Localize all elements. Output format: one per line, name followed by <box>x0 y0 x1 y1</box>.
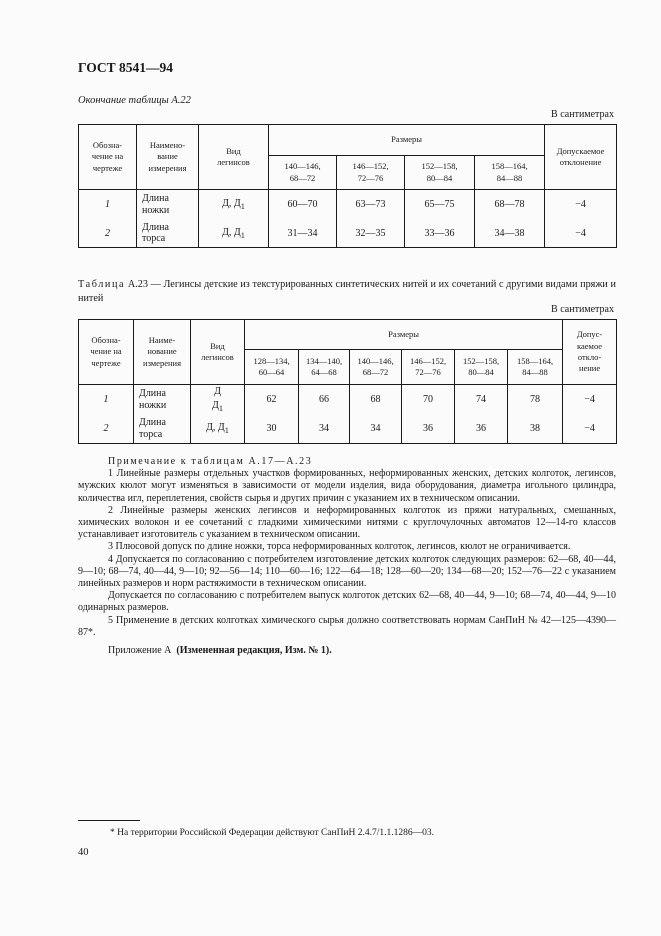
appendix-line: Приложение А (Измененная редакция, Изм. № 1). <box>108 645 332 657</box>
row-name: Длина торса <box>134 415 191 444</box>
table-row <box>79 385 617 415</box>
row-value: 36 <box>455 415 508 444</box>
size-column-header: 152—158, 80—84 <box>455 350 508 385</box>
row-value: 66 <box>299 385 350 415</box>
header-sizes: Размеры <box>269 125 545 156</box>
row-value: 68—78 <box>475 190 545 220</box>
size-column-header: 152—158, 80—84 <box>405 156 475 190</box>
size-column-header: 140—146, 68—72 <box>269 156 337 190</box>
table-a23-title: Таблица А.23 — Легинсы детские из текстурированных синтетических нитей и их сочетаний с другими видами пряжи и нитей <box>78 279 616 304</box>
notes-section <box>78 456 616 657</box>
row-tolerance: −4 <box>545 220 617 248</box>
header-kind: Вид легинсов <box>199 125 269 190</box>
row-value: 68 <box>350 385 402 415</box>
row-value: 70 <box>402 385 455 415</box>
row-value: 65—75 <box>405 190 475 220</box>
row-code: 2 <box>79 415 134 444</box>
notes-heading: Примечание к таблицам А.17—А.23 <box>108 456 313 467</box>
row-kind: Д, $Д_1$ <box>199 190 269 220</box>
row-kind: Д, $Д_1$ <box>191 415 245 444</box>
header-kind: Вид легинсов <box>191 320 245 385</box>
row-value: 31—34 <box>269 220 337 248</box>
header-code: Обозна- чение на чертеже <box>79 125 137 190</box>
row-value: 78 <box>508 385 563 415</box>
size-column-header: 128—134, 60—64 <box>245 350 299 385</box>
size-column-header: 146—152, 72—76 <box>402 350 455 385</box>
row-code: 1 <box>79 385 134 415</box>
note-item: 5 Применение в детских колготках химического сырья должно соответствовать нормам СанПиН № 42—125—4390—87*. <box>78 614 616 638</box>
note-item: 2 Линейные размеры женских легинсов и неформированных колготок из пряжи натуральных, смешанных, химических волокон и ее сочетаний с гладкими химическими нитями с круглочулочных автоматов 12—14-го классов устанавливает изготовитель с указанием в техническом описании. <box>78 504 616 541</box>
table-a23-unit: В сантиметрах <box>551 304 614 315</box>
row-value: 74 <box>455 385 508 415</box>
row-name: Длина торса <box>137 220 199 248</box>
row-value: 36 <box>402 415 455 444</box>
header-code: Обозна- чение на чертеже <box>79 320 134 385</box>
row-value: 30 <box>245 415 299 444</box>
table-a23 <box>78 319 617 444</box>
row-tolerance: −4 <box>563 385 617 415</box>
table-row <box>79 415 617 444</box>
row-value: 33—36 <box>405 220 475 248</box>
row-code: 1 <box>79 190 137 220</box>
row-name: Длина ножки <box>134 385 191 415</box>
row-value: 34—38 <box>475 220 545 248</box>
header-name: Наимено- вание измерения <box>137 125 199 190</box>
document-title: ГОСТ 8541—94 <box>78 60 174 75</box>
row-value: 60—70 <box>269 190 337 220</box>
row-code: 2 <box>79 220 137 248</box>
note-item: 3 Плюсовой допуск по длине ножки, торса неформированных колготок, легинсов, кюлот не ограничивается. <box>108 541 571 553</box>
footnote: * На территории Российской Федерации действуют СанПиН 2.4.7/1.1.1286—03. <box>110 828 435 838</box>
table-a22 <box>78 124 617 248</box>
row-tolerance: −4 <box>545 190 617 220</box>
header-tolerance: Допус- каемое откло- нение <box>563 320 617 385</box>
footnote-divider <box>78 820 140 821</box>
table-row <box>79 220 617 248</box>
row-value: 32—35 <box>337 220 405 248</box>
row-value: 38 <box>508 415 563 444</box>
note-item: Допускается по согласованию с потребителем выпуск колготок детских 62—68, 40—44, 9—10; 68—74, 40—44, 9—10 одинарных размеров. <box>78 590 616 614</box>
table-a22-unit: В сантиметрах <box>551 109 614 120</box>
row-value: 62 <box>245 385 299 415</box>
row-name: Длина ножки <box>137 190 199 220</box>
row-value: 34 <box>299 415 350 444</box>
page-number: 40 <box>78 847 89 858</box>
row-kind: Д $Д_1$ <box>191 385 245 415</box>
row-value: 34 <box>350 415 402 444</box>
table-row <box>79 190 617 220</box>
table-a22-caption: Окончание таблицы А.22 <box>78 95 191 106</box>
size-column-header: 158—164, 84—88 <box>508 350 563 385</box>
header-sizes: Размеры <box>245 320 563 350</box>
size-column-header: 158—164, 84—88 <box>475 156 545 190</box>
size-column-header: 134—140, 64—68 <box>299 350 350 385</box>
note-item: 4 Допускается по согласованию с потребителем изготовление детских колготок следующих размеров: 62—68, 40—44, 9—10; 68—74, 40—44, 9—10; 92—56—14; 110—60—16; 122—64—18; 128—60—20; 134—68—20; 152—76—22 с указанием линейных размеров и норм растяжимости в техническом описании. <box>78 553 616 590</box>
row-tolerance: −4 <box>563 415 617 444</box>
row-kind: Д, $Д_1$ <box>199 220 269 248</box>
row-value: 63—73 <box>337 190 405 220</box>
note-item: 1 Линейные размеры отдельных участков формированных, неформированных женских, детских колготок, легинсов, мужских кюлот могут изменяться в зависимости от модели изделия, вида оборудования, диаметра игольного цилиндра, количества игл, переплетения, свойств сырья и других причин с указанием их в техническом описании. <box>78 468 616 504</box>
size-column-header: 140—146, 68—72 <box>350 350 402 385</box>
size-column-header: 146—152, 72—76 <box>337 156 405 190</box>
header-tolerance: Допускаемое отклонение <box>545 125 617 190</box>
header-name: Наиме- нование измерения <box>134 320 191 385</box>
